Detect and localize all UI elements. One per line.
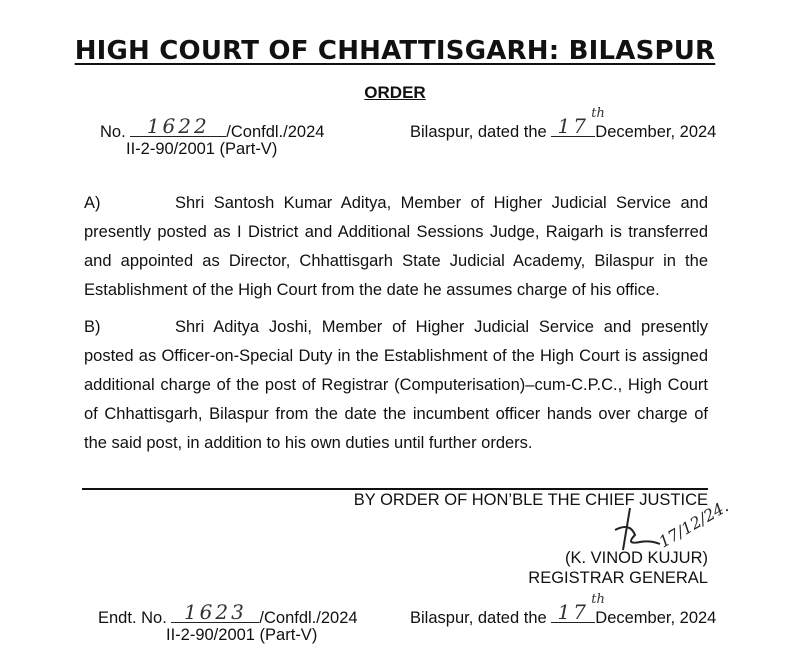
endt-number-blank xyxy=(171,600,259,624)
paragraph-a: Shri Santosh Kumar Aditya, Member of Higher Judicial Service and presently posted as I District and Additional Sessions Judge, Raigarh is transferred and appointed as Director, Chhattisgarh State Judicial Academy, Bilaspur in the Establishment of the High Court from the date he assumes charge of his office. xyxy=(84,194,708,299)
endt-suffix: /Confdl./2024 xyxy=(259,609,358,627)
handwritten-number: 1622 xyxy=(146,114,210,138)
signatory-designation: REGISTRAR GENERAL xyxy=(528,569,708,587)
order-date xyxy=(410,106,717,142)
endt-file-number: II-2-90/2001 (Part-V) xyxy=(166,626,318,644)
endt-label: Endt. No. xyxy=(98,609,167,627)
no-suffix: /Confdl./2024 xyxy=(226,123,325,141)
order-heading: ORDER xyxy=(364,83,426,102)
endorsement-number xyxy=(98,600,358,628)
day-blank xyxy=(551,106,605,138)
paragraph-marker-a: A) xyxy=(84,194,101,212)
handwritten-th: th xyxy=(591,106,605,121)
no-label: No. xyxy=(100,123,126,141)
divider-line xyxy=(82,488,708,490)
endt-dated-label: Bilaspur, dated the xyxy=(410,609,547,627)
endt-day-blank xyxy=(551,592,605,624)
endt-dated-suffix: December, 2024 xyxy=(595,609,717,627)
number-blank xyxy=(130,114,226,138)
dated-suffix: December, 2024 xyxy=(595,123,717,141)
endorsement-date xyxy=(410,592,717,628)
handwritten-endt-day: 17 xyxy=(557,600,589,624)
paragraph-b: Shri Aditya Joshi, Member of Higher Judicial Service and presently posted as Officer-on-Special Duty in the Establishment of the High Court is assigned additional charge of the post of Registrar (Computerisation)–cum-C.P.C., High Court of Chhattisgarh, Bilaspur from the date the incumbent officer hands over charge of the said post, in addition to his own duties until further orders. xyxy=(84,318,708,452)
handwritten-endt-th: th xyxy=(591,592,605,607)
document-title: HIGH COURT OF CHHATTISGARH: BILASPUR xyxy=(74,36,716,66)
handwritten-endt-number: 1623 xyxy=(183,600,247,624)
authority-line: BY ORDER OF HON’BLE THE CHIEF JUSTICE xyxy=(353,491,708,509)
order-number xyxy=(100,114,325,142)
dated-label: Bilaspur, dated the xyxy=(410,123,547,141)
signature-date: 17/12/24. xyxy=(655,496,732,552)
handwritten-day: 17 xyxy=(557,114,589,138)
paragraph-marker-b: B) xyxy=(84,318,101,336)
signatory-name: (K. VINOD KUJUR) xyxy=(564,549,708,567)
signature-mark xyxy=(585,496,732,555)
file-number: II-2-90/2001 (Part-V) xyxy=(126,140,278,158)
